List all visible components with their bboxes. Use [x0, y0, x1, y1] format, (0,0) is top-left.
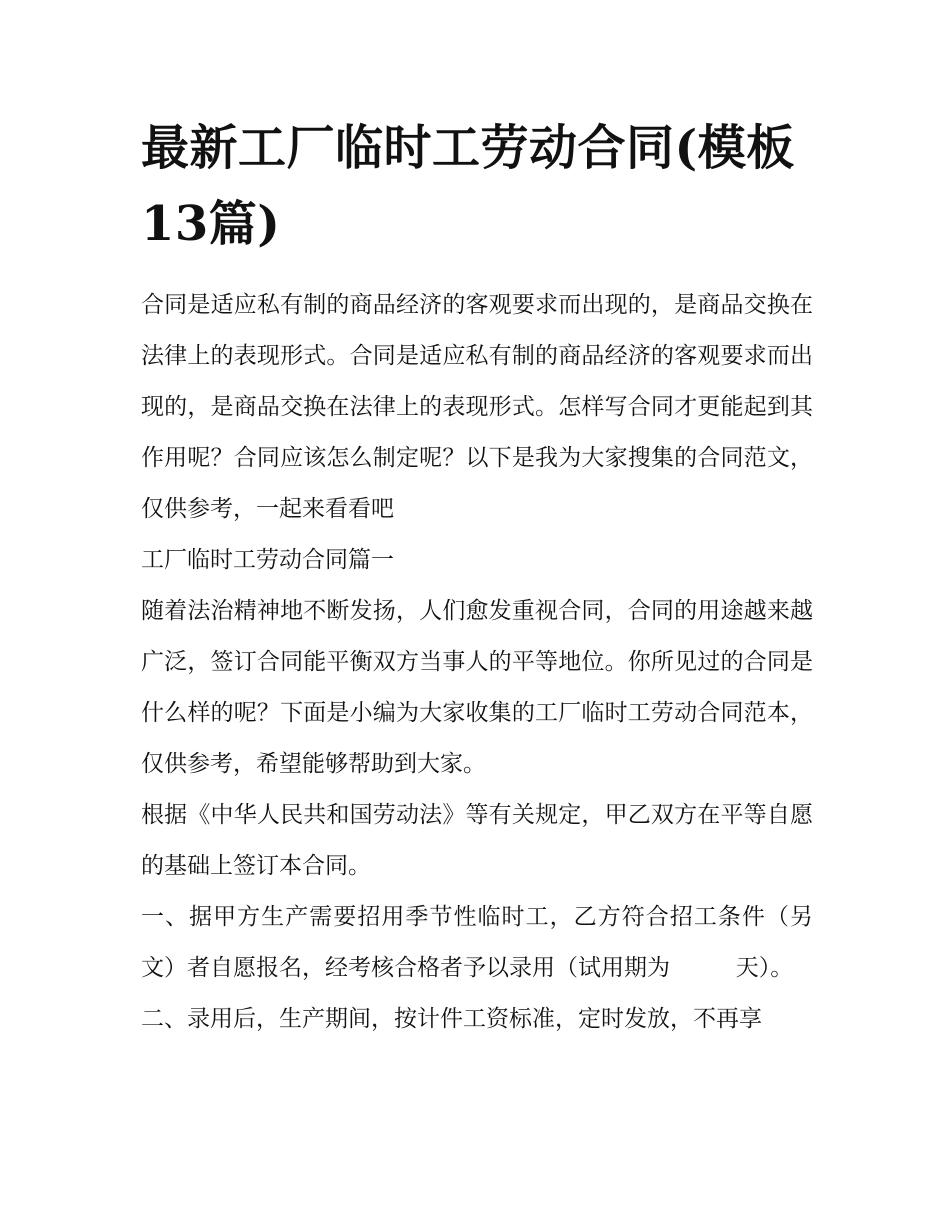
clause-two: 二、录用后，生产期间，按计件工资标准，定时发放，不再享 [141, 1006, 762, 1032]
document-title: 最新工厂临时工劳动合同(模板13篇) [141, 120, 795, 252]
clause-one: 一、据甲方生产需要招用季节性临时工，乙方符合招工条件（另文）者自愿报名，经考核合格者予以录用（试用期为 天）。 [141, 904, 813, 981]
document-page [141, 110, 813, 1045]
section-heading: 工厂临时工劳动合同篇一 [141, 547, 394, 573]
paragraph: 随着法治精神地不断发扬，人们愈发重视合同，合同的用途越来越广泛，签订合同能平衡双方当事人的平等地位。你所见过的合同是什么样的呢？下面是小编为大家收集的工厂临时工劳动合同范本，仅供参考，希望能够帮助到大家。 [141, 598, 813, 777]
paragraph: 根据《中华人民共和国劳动法》等有关规定，甲乙双方在平等自愿的基础上签订本合同。 [141, 802, 813, 879]
intro-paragraph: 合同是适应私有制的商品经济的客观要求而出现的，是商品交换在法律上的表现形式。合同是适应私有制的商品经济的客观要求而出现的，是商品交换在法律上的表现形式。怎样写合同才更能起到其作用呢？合同应该怎么制定呢？以下是我为大家搜集的合同范文，仅供参考，一起来看看吧 [141, 292, 813, 522]
document-body [141, 280, 813, 1045]
